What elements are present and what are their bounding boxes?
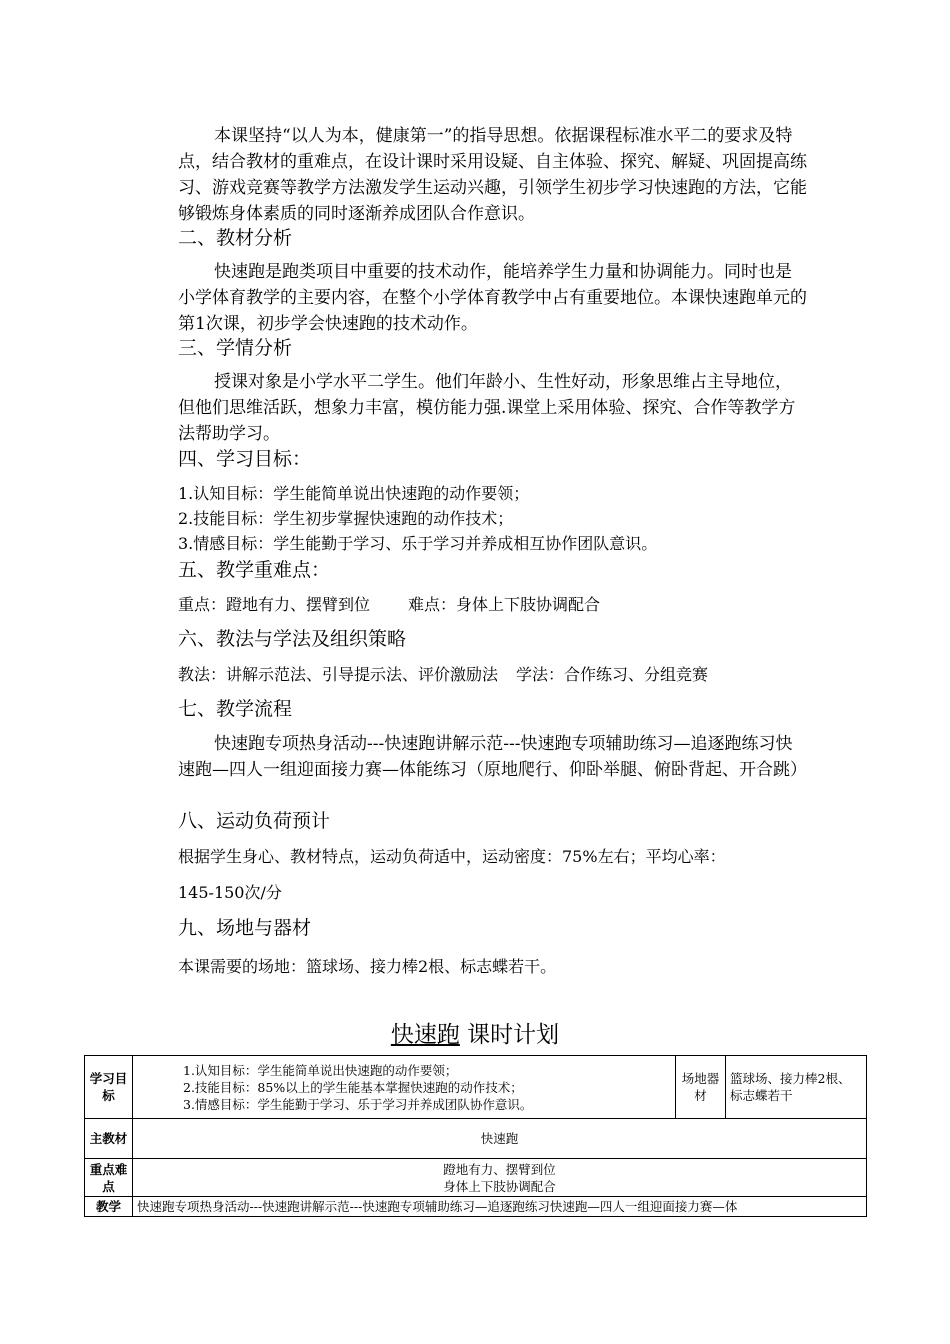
main-material-label: 主教材 [85,1119,133,1159]
key-point: 蹬地有力、摆臂到位 [443,1161,556,1177]
section-6-heading: 六、教法与学法及组织策略 [178,628,407,650]
process-label: 教学 [85,1197,133,1217]
section-9-body: 本课需要的场地：篮球场、接力棒2根、标志蝶若干。 [178,957,557,976]
objectives-cell [133,1056,676,1119]
table-row [85,1056,867,1119]
table-row [85,1119,867,1159]
venue-label: 场地器材 [676,1056,726,1119]
lesson-plan-subject: 快速跑 [390,1022,460,1048]
key-difficulty-label: 重点难点 [85,1159,133,1197]
objective-item: 1.认知目标：学生能简单说出快速跑的动作要领； [183,1062,458,1078]
section-3-body: 授课对象是小学水平二学生。他们年龄小、生性好动，形象思维占主导地位，但他们思维活跃，想象力丰富，模仿能力强.课堂上采用体验、探究、合作等教学方法帮助学习。 [178,372,796,444]
main-material-value: 快速跑 [133,1119,867,1159]
objective-item: 3.情感目标：学生能勤于学习、乐于学习并养成团队协作意识。 [183,1096,533,1112]
venue-value: 篮球场、接力棒2根、标志蝶若干 [726,1056,867,1119]
table-row [85,1197,867,1217]
objective-item: 1.认知目标：学生能简单说出快速跑的动作要领； [178,484,530,503]
load-line-1: 根据学生身心、教材特点，运动负荷适中，运动密度：75%左右；平均心率： [178,847,726,866]
lesson-plan-table [84,1055,867,1217]
section-5-heading: 五、教学重难点： [178,559,331,581]
section-2-body: 快速跑是跑类项目中重要的技术动作，能培养学生力量和协调能力。同时也是小学体育教学的主要内容，在整个小学体育教学中占有重要地位。本课快速跑单元的第1次课，初步学会快速跑的技术动作。 [178,262,807,334]
lesson-plan-suffix: 课时计划 [459,1022,560,1048]
key-difficulty-cell [133,1159,867,1197]
intro-paragraph: 本课坚持“以人为本，健康第一”的指导思想。依据课程标准水平二的要求及特点，结合教材的重难点，在设计课时采用设疑、自主体验、探究、解疑、巩固提高练习、游戏竞赛等教学方法激发学生运动兴趣，引领学生初步学习快速跑的方法，它能够锻炼身体素质的同时逐渐养成团队合作意识。 [178,126,807,224]
section-7-body: 快速跑专项热身活动---快速跑讲解示范---快速跑专项辅助练习—追逐跑练习快速跑—四人一组迎面接力赛—体能练习（原地爬行、仰卧举腿、俯卧背起、开合跳） [178,734,807,780]
section-8-heading: 八、运动负荷预计 [178,810,331,832]
methods-line [178,664,708,686]
objective-item: 3.情感目标：学生能勤于学习、乐于学习并养成相互协作团队意识。 [178,534,658,553]
key-point: 重点：蹬地有力、摆臂到位 [178,595,371,614]
difficult-point: 难点：身体上下肢协调配合 [408,595,601,614]
objective-item: 2.技能目标：85%以上的学生能基本掌握快速跑的动作技术； [183,1079,523,1095]
table-row [85,1159,867,1197]
learning-methods: 学法：合作练习、分组竞赛 [516,665,709,684]
lesson-plan-title [0,1018,950,1052]
load-line-2: 145-150次/分 [178,883,282,902]
section-4-heading: 四、学习目标： [178,448,312,470]
section-9-heading: 九、场地与器材 [178,917,312,939]
teaching-methods: 教法：讲解示范法、引导提示法、评价激励法 [178,665,499,684]
process-value: 快速跑专项热身活动---快速跑讲解示范---快速跑专项辅助练习—追逐跑练习快速跑—四人一组迎面接力赛—体 [133,1197,867,1217]
objectives-label: 学习目标 [85,1056,133,1119]
objective-item: 2.技能目标：学生初步掌握快速跑的动作技术； [178,509,514,528]
key-difficulty-line [178,594,600,616]
section-3-heading: 三、学情分析 [178,337,293,359]
section-2-heading: 二、教材分析 [178,227,293,249]
difficult-point: 身体上下肢协调配合 [443,1178,556,1194]
section-7-heading: 七、教学流程 [178,698,293,720]
